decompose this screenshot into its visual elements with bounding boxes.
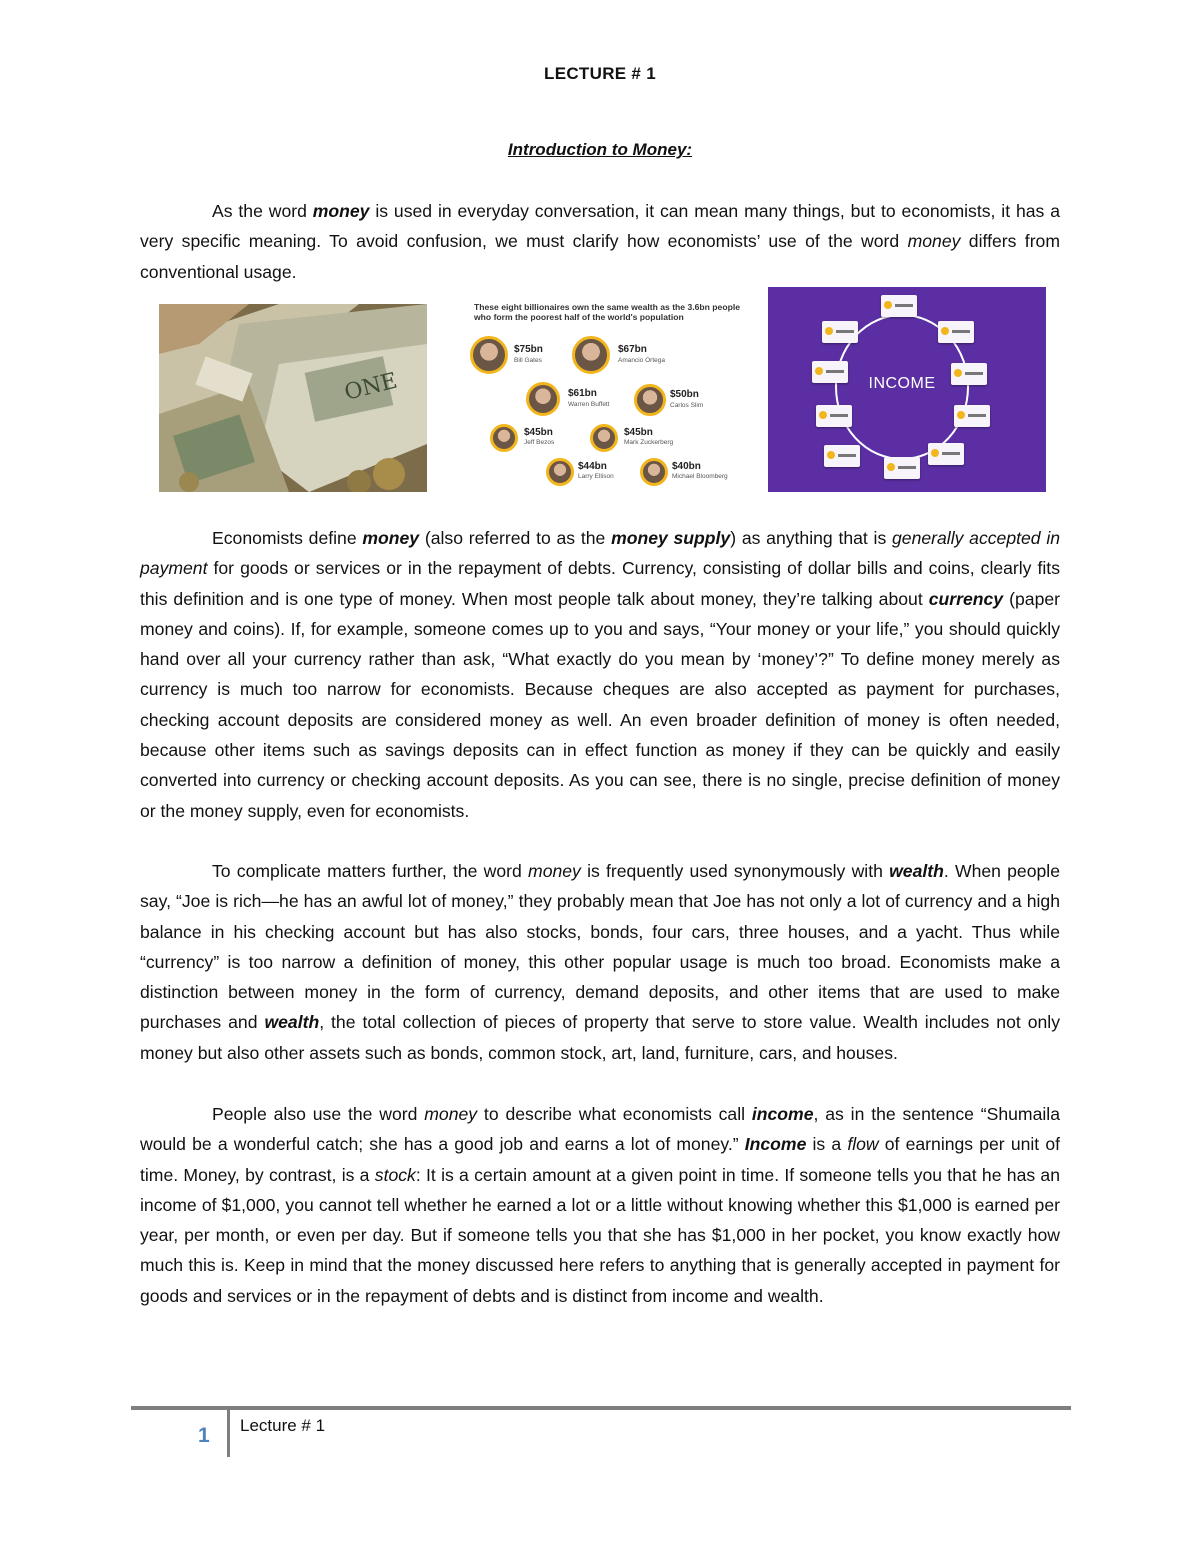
portrait-icon: [490, 424, 518, 452]
income-node: [951, 363, 987, 385]
income-node: [822, 321, 858, 343]
income-node: [954, 405, 990, 427]
paragraph-intro: As the word money is used in everyday conversation, it can mean many things, but to economists, it has a very specific meaning. To avoid confusion, we must clarify how economists’ use of the word money differs from conventional usage.: [140, 201, 1060, 282]
income-node: [824, 445, 860, 467]
coin-icon: [815, 367, 823, 375]
section-subtitle: Introduction to Money:: [507, 140, 693, 159]
coin-icon: [957, 411, 965, 419]
billionaires-infographic: These eight billionaires own the same wealth as the 3.6bn people who form the poorest half of the world's population $75bn Bill Gates $67bn Amancio Ortega $61bn Warren Buffett $50bn Carlos Slim $45bn Jeff Bezos $45bn Mark Zuckerberg $44bn Larry Ellison $40bn Michael Bloomberg: [470, 300, 742, 490]
income-node: [881, 295, 917, 317]
coin-icon: [884, 301, 892, 309]
coin-icon: [819, 411, 827, 419]
infographic-title: These eight billionaires own the same wealth as the 3.6bn people who form the poorest half of the world's population: [474, 302, 740, 322]
income-node: [816, 405, 852, 427]
portrait-icon: [470, 336, 508, 374]
paragraph-definition: Economists define money (also referred to as the money supply) as anything that is generally accepted in payment for goods or services or in the repayment of debts. Currency, consisting of dollar bills and coins, clearly fits this definition and is one type of money. When most people talk about money, they’re talking about currency (paper money and coins). If, for example, someone comes up to you and says, “Your money or your life,” you should quickly hand over all your currency rather than ask, “What exactly do you mean by ‘money’?” To define money merely as currency is much too narrow for economists. Because cheques are also accepted as payment for purchases, checking account deposits are considered money as well. An even broader definition of money is often needed, because other items such as savings deposits can in effect function as money if they can be quickly and easily converted into currency or checking account deposits. As you can see, there is no single, precise definition of money or the money supply, even for economists.: [140, 528, 1061, 821]
portrait-icon: [546, 458, 574, 486]
coin-icon: [825, 327, 833, 335]
income-node: [938, 321, 974, 343]
coin-icon: [827, 451, 835, 459]
term-money: money: [312, 201, 370, 221]
income-node: [812, 361, 848, 383]
paragraph-wealth: To complicate matters further, the word money is frequently used synonymously with wealth. When people say, “Joe is rich—he has an awful lot of money,” they probably mean that Joe has not only a lot of currency and a high balance in his checking account but has also stocks, bonds, four cars, three houses, and a yacht. Thus while “currency” is too narrow a definition of money, this other popular usage is much too broad. Economists make a distinction between money in the form of currency, demand deposits, and other items that are used to make purchases and wealth, the total collection of pieces of property that serve to store value. Wealth includes not only money but also other assets such as bonds, common stock, art, land, furniture, cars, and houses.: [140, 861, 1060, 1063]
income-node: [884, 457, 920, 479]
coin-icon: [954, 369, 962, 377]
page-number: 1: [198, 1424, 210, 1447]
portrait-icon: [634, 384, 666, 416]
footer-label: Lecture # 1: [240, 1416, 326, 1435]
lecture-title: LECTURE # 1: [544, 64, 656, 83]
income-diagram: [768, 287, 1046, 492]
paragraph-income: People also use the word money to describe what economists call income, as in the sentence “Shumaila would be a wonderful catch; she has a good job and earns a lot of money.” Income is a flow of earnings per unit of time. Money, by contrast, is a stock: It is a certain amount at a given point in time. If someone tells you that he has an income of $1,000, you cannot tell whether he earned a lot or a little without knowing whether this $1,000 is earned per year, per month, or even per day. But if someone tells you that she has $1,000 in her pocket, you know exactly how much this is. Keep in mind that the money discussed here refers to anything that is generally accepted in payment for goods and services or in the repayment of debts and is distinct from income and wealth.: [140, 1104, 1061, 1306]
footer-divider: [227, 1410, 230, 1457]
portrait-icon: [640, 458, 668, 486]
svg-text:ONE: ONE: [341, 368, 400, 406]
portrait-icon: [590, 424, 618, 452]
portrait-icon: [572, 336, 610, 374]
income-center-label: INCOME: [868, 375, 936, 392]
footer-rule: [131, 1406, 1071, 1410]
income-node: [928, 443, 964, 465]
coin-icon: [941, 327, 949, 335]
money-photo: [159, 304, 427, 492]
portrait-icon: [526, 382, 560, 416]
coin-icon: [887, 463, 895, 471]
coin-icon: [931, 449, 939, 457]
